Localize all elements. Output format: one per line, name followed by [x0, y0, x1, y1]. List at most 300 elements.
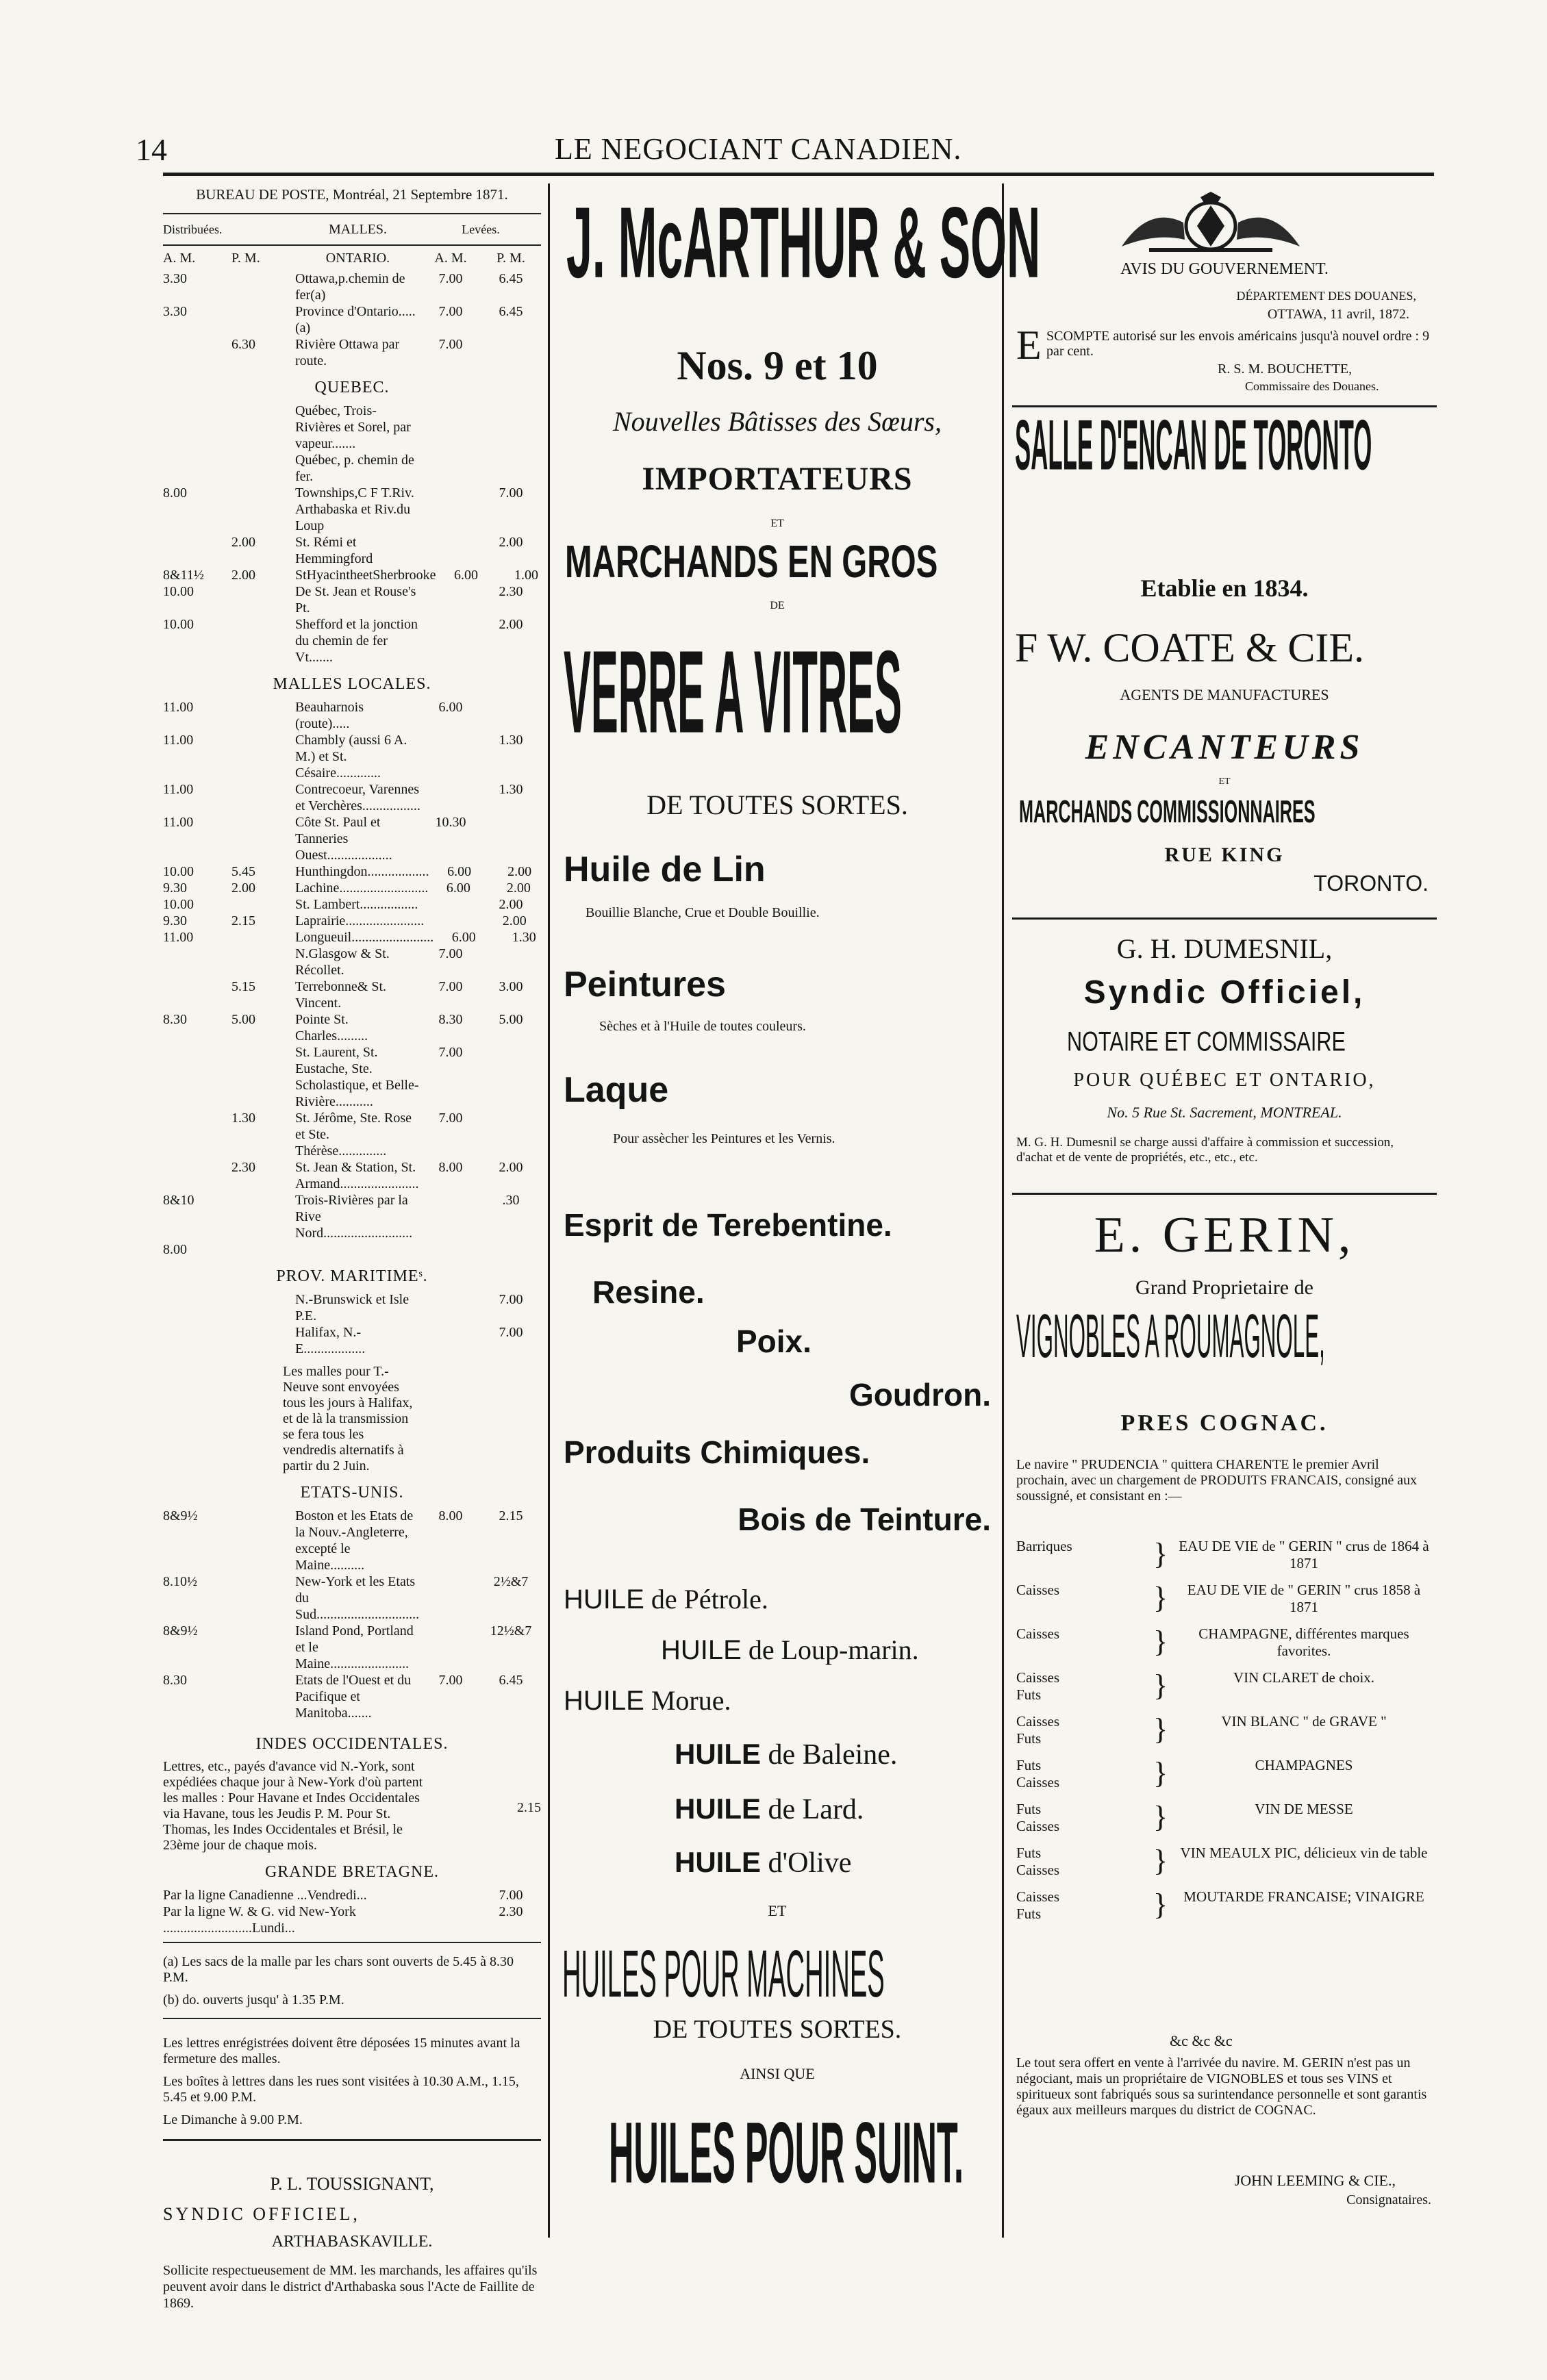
departure-am: 9.30 [163, 913, 187, 928]
resine: Resine. [592, 1274, 705, 1310]
collection-pm: 1.30 [499, 782, 523, 797]
departure-am [163, 978, 231, 1011]
esprit-terebentine: Esprit de Terebentine. [564, 1207, 892, 1243]
departure-pm: 2.00 [231, 881, 255, 896]
route-name: St. Laurent, St. Eustache, Ste. Scholastique, et Belle-Rivière........... [295, 1045, 419, 1109]
collection-pm [481, 946, 541, 978]
mail-row [163, 583, 541, 616]
collection-pm: 6.45 [499, 304, 523, 319]
malles-header: MALLES. [329, 222, 387, 237]
huile-word: HUILE [675, 1846, 761, 1878]
departure-am: 9.30 [163, 881, 187, 896]
wine-item [1016, 1669, 1434, 1704]
indes-text: Lettres, etc., payés d'avance vid N.-York, sont expédiées chaque jour à New-York d'où partent les malles : Pour Havane et Indes Occidentales via Havane, tous les Jeudis P. M. Pour St. Thomas, les Indes Occidentales et Brésil, le 23ème jour de chaque mois. [163, 1759, 423, 1853]
toussignant-text: Sollicite respectueusement de MM. les marchands, les affaires qu'ils peuvent avoir dans le district d'Arthabaska sous l'Acte de Faillite de 1869. [163, 2263, 538, 2311]
collection-pm: 6.45 [499, 1673, 523, 1688]
huile-olive [675, 1846, 851, 1879]
departure-pm: 5.00 [231, 1012, 255, 1027]
mail-row [163, 1241, 541, 1258]
departure-am [163, 1291, 231, 1324]
departure-pm [231, 485, 283, 534]
dumesnil-text: M. G. H. Dumesnil se charge aussi d'affaire à commission et succession, d'achat et de vente de propriétés, etc., etc., etc. [1016, 1135, 1394, 1165]
departure-pm [231, 814, 283, 863]
huile-petrole [564, 1583, 768, 1615]
route-name: Laprairie....................... [295, 913, 425, 928]
collection-pm [481, 336, 541, 369]
container-type: Futs Caisses [1016, 1801, 1059, 1834]
wine-item [1016, 1888, 1434, 1923]
wine-description: EAU DE VIE de " GERIN " crus 1858 à 1871 [1187, 1582, 1421, 1615]
toussignant-place: ARTHABASKAVILLE. [271, 2233, 433, 2251]
collection-pm: 7.00 [499, 1292, 523, 1307]
mail-row [163, 303, 541, 336]
brace-icon: } [1153, 1800, 1168, 1834]
wine-description: CHAMPAGNE, différentes marques favorites. [1198, 1625, 1409, 1659]
departure-am [163, 452, 231, 485]
huile-lard [675, 1793, 864, 1826]
route-name: Hunthingdon.................. [295, 864, 429, 879]
collection-am [420, 1291, 481, 1324]
importateurs: IMPORTATEURS [642, 461, 913, 497]
container-type: Caisses [1016, 1582, 1059, 1598]
brace-icon: } [1153, 1581, 1168, 1615]
quebec-rows [163, 403, 541, 666]
wine-item [1016, 1757, 1434, 1791]
departure-am: 3.30 [163, 304, 187, 319]
locales-rows [163, 699, 541, 1258]
agents: AGENTS DE MANUFACTURES [1120, 686, 1329, 703]
route-name: New-York et les Etats du Sud.............................. [295, 1574, 420, 1622]
collection-am [420, 732, 481, 781]
collection-am [420, 485, 481, 534]
route-name: Trois-Rivières par la Rive Nord.......................... [295, 1193, 413, 1241]
dumesnil-notaire: NOTAIRE ET COMMISSAIRE [1067, 1026, 1346, 1057]
departure-pm [231, 946, 283, 978]
container-type: Futs Caisses [1016, 1757, 1059, 1790]
departure-am [163, 403, 231, 452]
departure-am: 8&10 [163, 1193, 194, 1208]
departure-pm [231, 1672, 283, 1721]
collection-pm: 12½&7 [490, 1623, 532, 1638]
toussignant-title: SYNDIC OFFICIEL, [163, 2204, 360, 2224]
mail-row [163, 1623, 541, 1672]
collection-pm [481, 452, 541, 485]
mail-row [163, 1291, 541, 1324]
huile-baleine [675, 1738, 897, 1771]
departure-pm [231, 1291, 283, 1324]
mail-row [163, 270, 541, 303]
mail-row [163, 1573, 541, 1623]
toronto: TORONTO. [1313, 871, 1429, 896]
bois-teinture: Bois de Teinture. [738, 1502, 991, 1537]
mail-row [163, 732, 541, 781]
mail-row [163, 978, 541, 1011]
route-name: Boston et les Etats de la Nouv.-Angleterre, excepté le Maine.......... [295, 1508, 414, 1573]
right-column [1012, 186, 1437, 2240]
page-number: 14 [136, 132, 167, 167]
departure-pm [231, 616, 283, 666]
collection-am: 10.30 [435, 815, 466, 830]
departure-am [163, 1324, 231, 1357]
wine-description: VIN CLARET de choix. [1233, 1669, 1375, 1686]
collection-pm: 1.30 [512, 930, 536, 945]
gerin-sign-title: Consignataires. [1346, 2192, 1431, 2207]
mail-row [163, 1887, 541, 1903]
ontario-heading: ONTARIO. [325, 251, 390, 266]
route-name: Beauharnois (route)..... [295, 700, 364, 731]
mail-row [163, 1324, 541, 1357]
gerin-sign: JOHN LEEMING & CIE., [1234, 2172, 1396, 2189]
registered-letters-note: Les lettres enrégistrées doivent être déposées 15 minutes avant la fermeture des malles. [163, 2036, 520, 2066]
container-type: Futs Caisses [1016, 1845, 1059, 1878]
route-name: Province d'Ontario.....(a) [295, 304, 416, 336]
gerin-ampers: &c &c &c [1170, 2032, 1233, 2049]
avis-dropcap: E [1016, 322, 1042, 368]
departure-am [163, 946, 231, 978]
huile-word: HUILE [675, 1738, 761, 1770]
wine-description: EAU DE VIE de " GERIN " crus de 1864 à 1871 [1179, 1538, 1429, 1571]
collection-pm: 7.00 [499, 485, 523, 501]
departure-pm [231, 583, 283, 616]
dumesnil-pour: POUR QUÉBEC ET ONTARIO, [1073, 1069, 1376, 1091]
collection-pm: 7.00 [499, 1325, 523, 1340]
departure-am: 10.00 [163, 584, 194, 599]
collection-am: 8.00 [438, 1160, 463, 1175]
departure-am [163, 1110, 231, 1159]
etablie: Etablie en 1834. [1140, 574, 1309, 602]
goudron: Goudron. [849, 1377, 991, 1413]
header-rule [163, 173, 1434, 176]
departure-am: 3.30 [163, 271, 187, 286]
distrib-header: Distribuées. [163, 223, 223, 236]
collection-pm [481, 1044, 541, 1110]
route-name: Chambly (aussi 6 A. M.) et St. Césaire............. [295, 733, 407, 781]
huile-baleine-text: de Baleine. [768, 1739, 898, 1771]
encanteurs: ENCANTEURS [1085, 728, 1364, 767]
collection-am [420, 1573, 481, 1623]
departure-pm: 2.00 [231, 535, 255, 550]
mail-row [163, 913, 541, 929]
wine-item [1016, 1538, 1434, 1572]
collection-pm [481, 699, 541, 732]
brace-icon: } [1153, 1712, 1168, 1746]
collection-am: 7.00 [438, 1045, 463, 1060]
collection-pm: 2.00 [499, 617, 523, 632]
collection-am: 6.00 [451, 930, 476, 945]
peintures: Peintures [564, 965, 726, 1004]
departure-am [163, 534, 231, 567]
departure-am: 11.00 [163, 700, 194, 715]
route-name: St. Lambert................. [295, 897, 418, 912]
collection-pm: 2.30 [499, 584, 523, 599]
mail-row [163, 814, 541, 863]
coate-name: F W. COATE & CIE. [1015, 625, 1365, 670]
departure-pm [231, 929, 283, 946]
mail-row [163, 880, 541, 896]
ampm-header [163, 250, 541, 266]
gerin-items [1016, 1528, 1434, 1932]
departure-pm [231, 1241, 283, 1258]
maritime-heading: PROV. MARITIMEˢ. [276, 1267, 428, 1285]
mail-row [163, 485, 541, 534]
departure-pm [231, 1623, 283, 1672]
collection-pm [481, 1241, 541, 1258]
laque-sub: Pour assècher les Peintures et les Vernis. [613, 1131, 835, 1146]
wine-description: VIN BLANC " de GRAVE " [1221, 1713, 1387, 1730]
royal-arms-emblem [1108, 192, 1313, 255]
avis-sign-title: Commissaire des Douanes. [1245, 379, 1379, 393]
quebec-heading: QUEBEC. [314, 379, 390, 396]
gerin-name: E. GERIN, [1094, 1207, 1355, 1263]
collection-am: 7.00 [438, 946, 463, 961]
route-name: St. Jean & Station, St. Armand....................... [295, 1160, 419, 1191]
departure-pm [231, 270, 283, 303]
collection-pm: 2.00 [499, 1160, 523, 1175]
mail-row [163, 929, 541, 946]
collection-am [420, 1324, 481, 1357]
container-type: Caisses Futs [1016, 1669, 1059, 1703]
wine-item [1016, 1801, 1434, 1835]
mail-row [163, 896, 541, 913]
mail-row [163, 946, 541, 978]
mail-row [163, 403, 541, 452]
wine-description: MOUTARDE FRANCAISE; VINAIGRE [1183, 1888, 1424, 1905]
levees-header: Levées. [462, 223, 500, 236]
bureau-title: BUREAU DE POSTE, Montréal, 21 Septembre 1871. [196, 186, 508, 203]
brace-icon: } [1153, 1844, 1168, 1877]
departure-pm: 5.45 [231, 864, 255, 879]
collection-pm: 1.00 [514, 568, 538, 583]
route-name: Par la ligne W. & G. vid New-York ..........................Lundi... [163, 1904, 356, 1936]
mail-row [163, 534, 541, 567]
departure-pm: 1.30 [231, 1111, 255, 1126]
bouillie: Bouillie Blanche, Crue et Double Bouillie. [586, 905, 820, 920]
mail-row [163, 863, 541, 880]
route-name: Townships,C F T.Riv. Arthabaska et Riv.du Loup [295, 485, 414, 533]
encan-rule [1012, 917, 1437, 920]
collection-pm: 2.00 [506, 881, 531, 896]
column-divider-2 [1002, 183, 1004, 2238]
collection-am: 7.00 [438, 1673, 463, 1688]
maritime-rows [163, 1291, 541, 1357]
mail-row [163, 567, 541, 583]
mcarthur-address: Nouvelles Bâtisses des Sœurs, [613, 406, 942, 437]
marchands-commissionnaires: MARCHANDS COMMISSIONNAIRES [1019, 793, 1316, 830]
departure-pm [231, 781, 283, 814]
huiles-pour-machines: HUILES POUR MACHINES [562, 1937, 885, 2012]
departure-pm [231, 699, 283, 732]
pres-cognac: PRES COGNAC. [1120, 1410, 1329, 1436]
wine-description: VIN DE MESSE [1255, 1801, 1353, 1817]
collection-am: 8.30 [438, 1012, 463, 1027]
route-name: St. Rémi et Hemmingford [295, 535, 373, 566]
container-type: Barriques [1016, 1538, 1072, 1554]
de-label: DE [770, 600, 785, 611]
departure-am [163, 336, 231, 369]
mail-row [163, 1672, 541, 1721]
departure-am: 11.00 [163, 930, 194, 945]
departure-am [163, 1044, 231, 1110]
huile-morue [564, 1684, 731, 1717]
huile-de-lin: Huile de Lin [564, 850, 766, 889]
usa-heading: ETATS-UNIS. [300, 1484, 404, 1502]
mail-row [163, 781, 541, 814]
collection-pm: .30 [502, 1193, 520, 1208]
sunday-note: Le Dimanche à 9.00 P.M. [163, 2112, 541, 2141]
collection-pm: 3.00 [499, 979, 523, 994]
collection-am: 8.00 [438, 1508, 463, 1523]
collection-pm: 2.00 [499, 535, 523, 550]
gerin-intro: Le navire " PRUDENCIA " quittera CHARENTE le premier Avril prochain, avec un chargement de PRODUITS FRANCAIS, consigné aux soussigné, et consistant en :— [1016, 1457, 1418, 1504]
mcarthur-name: J. McARTHUR & SON [566, 187, 1041, 299]
departure-pm: 5.15 [231, 979, 255, 994]
produits-chimiques: Produits Chimiques. [564, 1434, 870, 1470]
departure-pm [231, 303, 283, 336]
mail-row [163, 616, 541, 666]
departure-pm [231, 1573, 283, 1623]
departure-am: 8.30 [163, 1673, 187, 1688]
ainsi-que: AINSI QUE [740, 2065, 815, 2082]
dumesnil-syndic: Syndic Officiel, [1083, 974, 1366, 1011]
departure-pm: 2.00 [231, 568, 255, 583]
route-name: N.-Brunswick et Isle P.E. [295, 1292, 410, 1324]
toutes-sortes: DE TOUTES SORTES. [646, 789, 908, 820]
wine-item [1016, 1625, 1434, 1660]
departure-am: 11.00 [163, 815, 194, 830]
avis-date: OTTAWA, 11 avril, 1872. [1267, 307, 1409, 322]
collection-pm: 2.00 [499, 897, 523, 912]
collection-pm [481, 403, 541, 452]
collection-am [420, 403, 481, 452]
departure-am: 8.00 [163, 1242, 187, 1257]
departure-am: 8&11½ [163, 568, 204, 583]
departure-pm [231, 1192, 283, 1241]
brace-icon: } [1153, 1625, 1168, 1658]
collection-am: 6.00 [438, 700, 463, 715]
collection-am: 7.00 [438, 337, 463, 352]
departure-am: 8.10½ [163, 1574, 197, 1589]
departure-am: 10.00 [163, 897, 194, 912]
collection-am: 6.00 [447, 864, 472, 879]
locales-heading: MALLES LOCALES. [273, 675, 431, 693]
column-divider-1 [548, 183, 550, 2238]
bretagne-rows [163, 1887, 541, 1943]
route-name: De St. Jean et Rouse's Pt. [295, 584, 416, 616]
route-name: Québec, Trois-Rivières et Sorel, par vapeur....... [295, 403, 411, 451]
departure-pm [231, 1044, 283, 1110]
departure-pm: 2.30 [231, 1160, 255, 1175]
collection-am: 6.00 [446, 881, 470, 896]
route-name [283, 1241, 420, 1258]
container-type: Caisses Futs [1016, 1713, 1059, 1747]
avis-text: SCOMPTE autorisé sur les envois américains jusqu'à nouvel ordre : 9 par cent. [1046, 329, 1430, 359]
mail-schedule [163, 186, 541, 2312]
brace-icon: } [1153, 1888, 1168, 1921]
maritime-note: Les malles pour T.-Neuve sont envoyées tous les jours à Halifax, et de là la transmission se fera tous les vendredis alternatifs à partir du 2 Juin. [283, 1364, 413, 1473]
mcarthur-nos: Nos. 9 et 10 [677, 343, 878, 388]
letter-boxes-note: Les boîtes à lettres dans les rues sont visitées à 10.30 A.M., 1.15, 5.45 et 9.00 P.M. [163, 2074, 519, 2105]
route-name: Côte St. Paul et Tanneries Ouest................... [295, 815, 392, 863]
salle-encan: SALLE D'ENCAN DE TORONTO [1015, 405, 1372, 485]
collection-am [420, 1623, 481, 1672]
mail-row [163, 1903, 541, 1936]
departure-pm [231, 732, 283, 781]
mail-row [163, 1110, 541, 1159]
collection-pm: 2.00 [507, 864, 532, 879]
verre-a-vitres: VERRE A VITRES [564, 625, 902, 758]
huile-loup-text: de Loup-marin. [748, 1634, 919, 1665]
toussignant-name: P. L. TOUSSIGNANT, [270, 2174, 434, 2194]
huile-petrole-text: de Pétrole. [651, 1584, 768, 1615]
vignobles: VIGNOBLES A ROUMAGNOLE, [1016, 1302, 1325, 1371]
route-name: Pointe St. Charles......... [295, 1012, 368, 1043]
schedule-header [163, 213, 541, 246]
collection-am [424, 913, 484, 929]
indes-time: 2.15 [517, 1800, 541, 1815]
mail-row [163, 336, 541, 369]
wine-item [1016, 1845, 1434, 1879]
collection-pm: 2.30 [499, 1904, 523, 1919]
huile-olive-text: d'Olive [768, 1847, 852, 1879]
gerin-subtitle: Grand Proprietaire de [1135, 1276, 1313, 1299]
masthead: LE NEGOCIANT CANADIEN. [555, 132, 962, 166]
note-a: (a) Les sacs de la malle par les chars sont ouverts de 5.45 à 8.30 P.M. [163, 1954, 514, 1985]
brace-icon: } [1153, 1669, 1168, 1702]
et2-label: ET [768, 1902, 787, 1919]
wine-item [1016, 1582, 1434, 1616]
collection-am [420, 781, 481, 814]
departure-am: 11.00 [163, 733, 194, 748]
collection-pm: 2.00 [502, 913, 527, 928]
avis-sign: R. S. M. BOUCHETTE, [1218, 362, 1353, 377]
departure-pm [231, 403, 283, 452]
huile-lard-text: de Lard. [768, 1794, 864, 1825]
pm-label: P. M. [496, 251, 525, 266]
collection-am [420, 1241, 481, 1258]
departure-am: 8&9½ [163, 1623, 198, 1638]
avis-title: AVIS DU GOUVERNEMENT. [1120, 260, 1329, 278]
departure-am: 8&9½ [163, 1508, 198, 1523]
peintures-sub: Sèches et à l'Huile de toutes couleurs. [599, 1019, 806, 1034]
route-name: Island Pond, Portland et le Maine....................... [295, 1623, 414, 1671]
collection-pm [481, 1110, 541, 1159]
poix: Poix. [736, 1324, 812, 1359]
mail-row [163, 699, 541, 732]
dumesnil-address: No. 5 Rue St. Sacrement, MONTREAL. [1107, 1104, 1342, 1121]
wine-description: CHAMPAGNES [1255, 1757, 1353, 1773]
huile-word: HUILE [564, 1584, 644, 1615]
route-name: St. Jérôme, Ste. Rose et Ste. Thérèse.............. [295, 1111, 412, 1159]
dumesnil-name: G. H. DUMESNIL, [1116, 933, 1333, 964]
departure-am: 10.00 [163, 864, 194, 879]
marchands-en-gros: MARCHANDS EN GROS [565, 536, 938, 587]
departure-pm [231, 452, 283, 485]
route-name: Québec, p. chemin de fer. [295, 453, 414, 484]
am-label: A. M. [163, 251, 196, 266]
route-name: Etats de l'Ouest et du Pacifique et Manitoba....... [295, 1673, 412, 1721]
route-name: Lachine.......................... [295, 881, 429, 896]
mail-row [163, 1508, 541, 1573]
huile-morue-text: Morue. [651, 1685, 731, 1716]
bretagne-heading: GRANDE BRETAGNE. [264, 1863, 440, 1881]
departure-am [163, 1159, 231, 1192]
indes-heading: INDES OCCIDENTALES. [255, 1735, 449, 1753]
departure-am: 8.30 [163, 1012, 187, 1027]
collection-pm [481, 814, 541, 863]
dumesnil-rule [1012, 1193, 1437, 1195]
am-label: A. M. [434, 251, 467, 266]
wine-description: VIN MEAULX PIC, délicieux vin de table [1180, 1845, 1428, 1861]
